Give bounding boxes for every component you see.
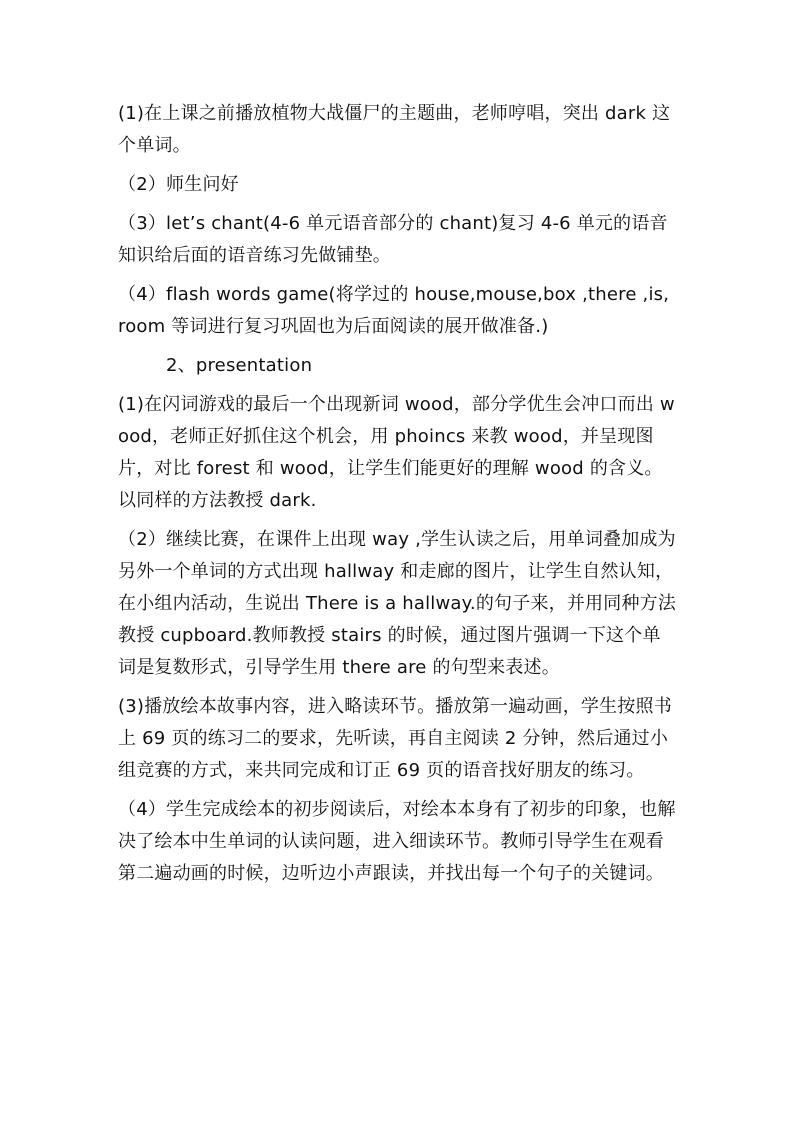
- paragraph-3-chant: （3）let’s chant(4-6 单元语音部分的 chant)复习 4-6 单元的语音知识给后面的语音练习先做铺垫。: [118, 213, 668, 266]
- document-body: [118, 98, 678, 897]
- paragraph-5-teach-wood: (1)在闪词游戏的最后一个出现新词 wood，部分学优生会冲口而出 wood，老师正好抓住这个机会，用 phoincs 来教 wood，并呈现图片，对比 forest 和 wood，让学生们能更好的理解 wood 的含义。以同样的方法教授 dark.: [118, 394, 675, 511]
- paragraph-6-teach-hallway: （2）继续比赛，在课件上出现 way ,学生认读之后，用单词叠加成为另外一个单词的方式出现 hallway 和走廊的图片，让学生自然认知，在小组内活动，生说出 There is a hallway.的句子来，并用同种方法教授 cupboard.教师教授 stairs 的时候，通过图片强调一下这个单词是复数形式，引导学生用 there are 的句型来表述。: [118, 529, 677, 678]
- paragraph-8-intensive-reading: （4）学生完成绘本的初步阅读后，对绘本本身有了初步的印象，也解决了绘本中生单词的认读问题，进入细读环节。教师引导学生在观看第二遍动画的时候，边听边小声跟读，并找出每一个句子的关键词。: [118, 799, 676, 884]
- section-heading-presentation: 2、presentation: [166, 355, 313, 376]
- paragraph-4-flash-words: （4）flash words game(将学过的 house,mouse,box ,there ,is, room 等词进行复习巩固也为后面阅读的展开做准备.): [118, 284, 670, 337]
- paragraph-1-warmup-music: (1)在上课之前播放植物大战僵尸的主题曲，老师哼唱，突出 dark 这个单词。: [118, 103, 671, 156]
- paragraph-2-greeting: （2）师生问好: [118, 174, 239, 195]
- paragraph-7-skimming: (3)播放绘本故事内容，进入略读环节。播放第一遍动画，学生按照书上 69 页的练习二的要求，先听读，再自主阅读 2 分钟，然后通过小组竞赛的方式，来共同完成和订正 69 页的语音找好朋友的练习。: [118, 696, 672, 781]
